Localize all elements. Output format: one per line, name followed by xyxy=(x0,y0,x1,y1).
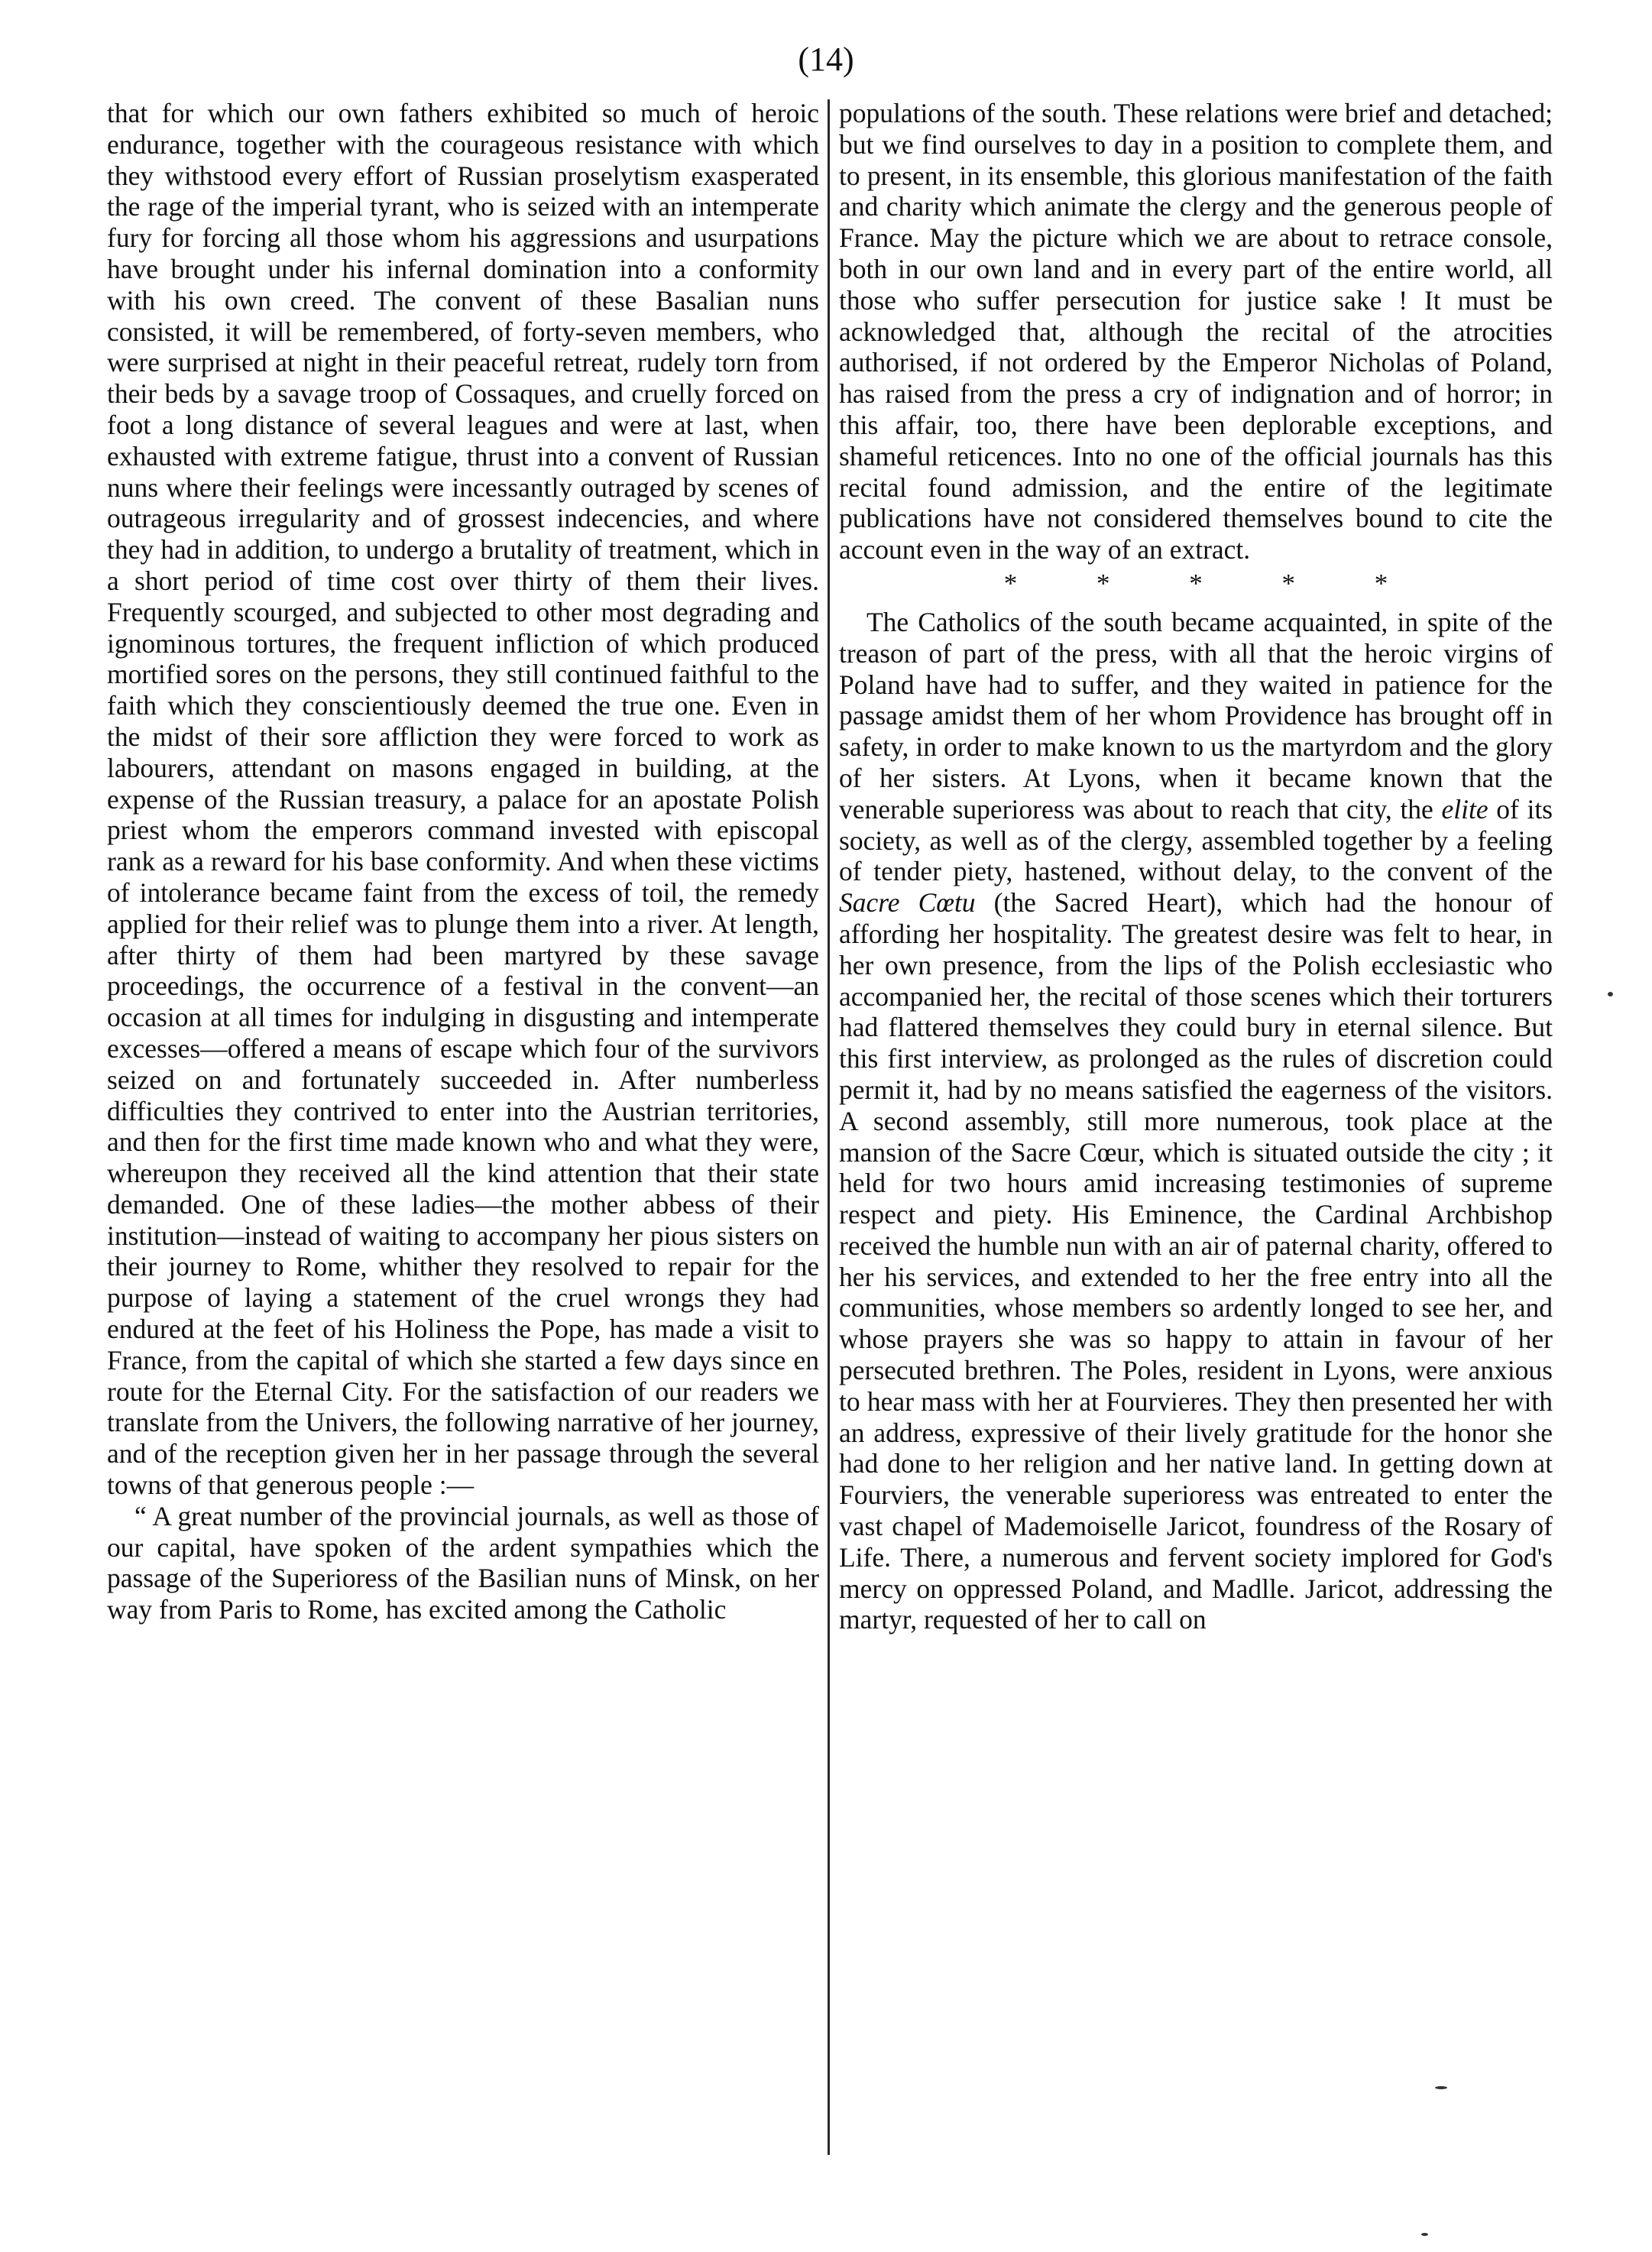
section-break-asterisks: * * * * * xyxy=(1003,568,1388,598)
paragraph-text-segment: (the Sacred Heart), which had the honour of affording her hospitality. The greatest desire was felt to hear, in her own presence, from the lips of the Polish ecclesiastic who accompanied her, the recital of those scenes which their torturers had flattered themselves they could bury in eternal silence. But this first interview, as prolonged as the rules of discretion could permit it, had by no means satisfied the eagerness of the visitors. A second assembly, still more numerous, took place at the mansion of the Sacre Cœur, which is situated outside the city ; it held for two hours amid increasing testimonies of supreme respect and piety. His Eminence, the Cardinal Archbishop received the humble nun with an air of paternal charity, offered to her his services, and extended to her the free entry into all the communities, whose members so ardently longed to see her, and whose prayers she was so happy to attain in favour of her persecuted brethren. The Poles, resident in Lyons, were anxious to hear mass with her at Fourvieres. They then presented her with an address, expressive of their lively gratitude for the honor she had done to her religion and her native land. In getting down at Fourviers, the venerable superioress was entreated to enter the vast chapel of Mademoiselle Jaricot, foundress of the Rosary of Life. There, a numerous and fervent society implored for God's mercy on oppressed Poland, and Madlle. Jaricot, addressing the martyr, requested of her to call on xyxy=(839,887,1553,1635)
left-column xyxy=(107,98,819,1625)
left-paragraph-1: that for which our own fathers exhibited so much of heroic endurance, together with the courageous resistance with which they withstood every effort of Russian proselytism exasperated the rage of the imperial tyrant, who is seized with an intemperate fury for forcing all those whom his aggressions and usurpations have brought under his infernal domination into a conformity with his own creed. The convent of these Basalian nuns consisted, it will be remembered, of forty-seven members, who were surprised at night in their peaceful retreat, rudely torn from their beds by a savage troop of Cossaques, and cruelly forced on foot a long distance of several leagues and were at last, when exhausted with extreme fatigue, thrust into a convent of Russian nuns where their feelings were incessantly outraged by scenes of outrageous irregularity and of grossest indecencies, and where they had in addition, to undergo a brutality of treatment, which in a short period of time cost over thirty of them their lives. Frequently scourged, and subjected to other most degrading and ignominous tortures, the frequent infliction of which produced mortified sores on the persons, they still continued faithful to the faith which they conscientiously deemed the true one. Even in the midst of their sore affliction they were forced to work as labourers, attendant on masons engaged in building, at the expense of the Russian treasury, a palace for an apostate Polish priest whom the emperors command invested with episcopal rank as a reward for his base conformity. And when these victims of intolerance became faint from the excess of toil, the remedy applied for their relief was to plunge them into a river. At length, after thirty of them had been martyred by these savage proceedings, the occurrence of a festival in the convent—an occasion at all times for indulging in disgusting and intemperate excesses—offered a means of escape which four of the survivors seized on and fortunately succeeded in. After numberless difficulties they contrived to enter into the Austrian territories, and then for the first time made known who and what they were, whereupon they received all the kind attention that their state demanded. One of these ladies—the mother abbess of their institution—instead of waiting to accompany her pious sisters on their journey to Rome, whither they resolved to repair for the purpose of laying a statement of the cruel wrongs they had endured at the feet of his Holiness the Pope, has made a visit to France, from the capital of which she started a few days since en route for the Eternal City. For the satisfaction of our readers we translate from the Univers, the following narrative of her journey, and of the reception given her in her passage through the several towns of that generous people :— xyxy=(107,98,819,1501)
right-paragraph-1: populations of the south. These relations were brief and detached; but we find ourselves to day in a position to complete them, and to present, in its ensemble, this glorious manifestation of the faith and charity which animate the clergy and the generous people of France. May the picture which we are about to retrace console, both in our own land and in every part of the entire world, all those who suffer persecution for justice sake ! It must be acknowledged that, although the recital of the atrocities authorised, if not ordered by the Emperor Nicholas of Poland, has raised from the press a cry of indignation and of horror; in this affair, too, there have been deplorable exceptions, and shameful reticences. Into no one of the official journals has this recital found admission, and the entire of the legitimate publications have not considered themselves bound to cite the account even in the way of an extract. xyxy=(839,98,1553,565)
print-speck xyxy=(1608,992,1613,996)
page-number: (14) xyxy=(798,41,854,78)
print-speck xyxy=(1435,2086,1447,2089)
paragraph-text-segment: The Catholics of the south became acquainted, in spite of the treason of part of the press, with all that the heroic virgins of Poland have had to suffer, and they waited in patience for the passage amidst them of her whom Providence has brought off in safety, in order to make known to us the martyrdom and the glory of her sisters. At Lyons, when it became known that the venerable superioress was about to reach that city, the xyxy=(839,606,1553,825)
italic-sacre-coetu: Sacre Cœtu xyxy=(839,887,976,919)
paragraph-text-segment: of its society, as well as of the clergy, assembled together by a feeling of tender piety, hastened, without delay, to the convent of the xyxy=(839,793,1553,887)
italic-elite: elite xyxy=(1441,793,1488,825)
left-paragraph-2: “ A great number of the provincial journals, as well as those of our capital, have spoken of the ardent sympathies which the passage of the Superioress of the Basilian nuns of Minsk, on her way from Paris to Rome, has excited among the Catholic xyxy=(107,1500,819,1625)
print-speck xyxy=(1421,2233,1428,2236)
column-divider xyxy=(828,99,830,2155)
right-paragraph-2 xyxy=(839,607,1553,1635)
right-column xyxy=(839,98,1553,1635)
